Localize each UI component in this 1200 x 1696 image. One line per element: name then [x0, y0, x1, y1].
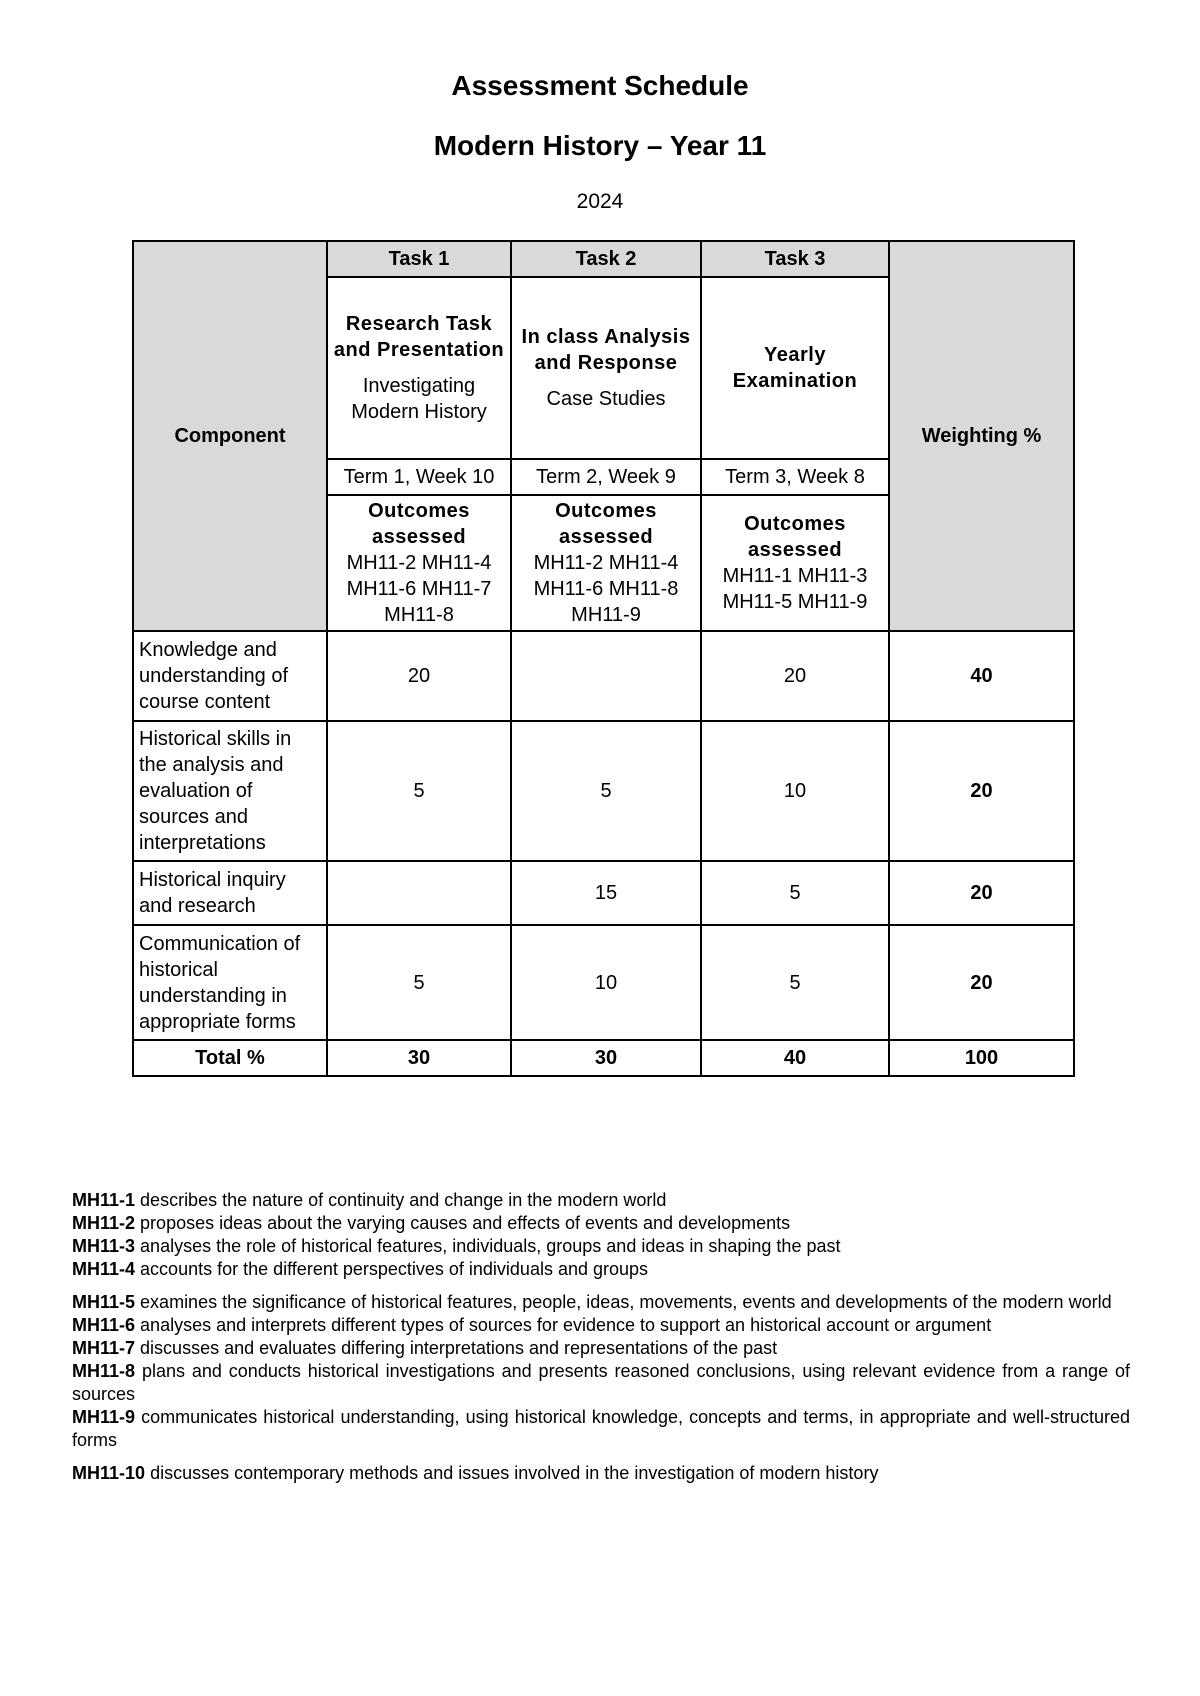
row-weighting-value: 20 [889, 925, 1074, 1040]
task2-subtitle: Case Studies [546, 388, 666, 410]
task1-outcomes [327, 495, 511, 631]
task3-outcomes-label: Outcomes assessed [744, 513, 846, 561]
task1-outcomes-label: Outcomes assessed [368, 500, 470, 548]
outcome-item [72, 1314, 1130, 1337]
table-header-row [133, 241, 1074, 277]
task3-outcomes-codes: MH11-1 MH11-3 MH11-5 MH11-9 [722, 565, 868, 613]
row-component: Communication of historical understanding in appropriate forms [133, 925, 327, 1040]
row-task2-value: 15 [511, 861, 701, 925]
outcome-code: MH11-7 [72, 1338, 136, 1358]
row-task3-value: 5 [701, 861, 889, 925]
total-weighting: 100 [889, 1040, 1074, 1076]
page-title: Assessment Schedule [451, 70, 749, 101]
table-row [133, 861, 1074, 925]
outcome-item [72, 1291, 1130, 1314]
task2-name: In class Analysis and Response [521, 326, 691, 374]
outcome-code: MH11-2 [72, 1213, 136, 1233]
outcome-code: MH11-6 [72, 1315, 136, 1335]
row-task3-value: 20 [701, 631, 889, 721]
table-row [133, 925, 1074, 1040]
row-task1-value: 20 [327, 631, 511, 721]
row-task1-value: 5 [327, 721, 511, 861]
task3-outcomes [701, 495, 889, 631]
row-component: Historical inquiry and research [133, 861, 327, 925]
total-task2: 30 [511, 1040, 701, 1076]
outcome-item [72, 1406, 1130, 1452]
outcome-code: MH11-10 [72, 1463, 146, 1483]
row-component: Knowledge and understanding of course content [133, 631, 327, 721]
outcome-text: examines the significance of historical features, people, ideas, movements, events and developments of the modern world [140, 1292, 1112, 1312]
total-task3: 40 [701, 1040, 889, 1076]
table-row [133, 721, 1074, 861]
page-subtitle: Modern History – Year 11 [433, 130, 767, 161]
row-weighting-value: 40 [889, 631, 1074, 721]
row-component: Historical skills in the analysis and evaluation of sources and interpretations [133, 721, 327, 861]
total-label: Total % [133, 1040, 327, 1076]
outcome-code: MH11-3 [72, 1236, 136, 1256]
outcome-code: MH11-9 [72, 1407, 136, 1427]
outcome-text: discusses and evaluates differing interpretations and representations of the past [140, 1338, 778, 1358]
row-task2-value [511, 631, 701, 721]
outcome-text: analyses and interprets different types of sources for evidence to support an historical account or argument [140, 1315, 992, 1335]
outcome-item [72, 1462, 1130, 1485]
outcome-text: discusses contemporary methods and issues involved in the investigation of modern history [150, 1463, 879, 1483]
outcome-code: MH11-4 [72, 1259, 136, 1279]
task2-header: Task 2 [511, 241, 701, 277]
task2-outcomes-codes: MH11-2 MH11-4 MH11-6 MH11-8 MH11-9 [533, 552, 679, 626]
task3-description [701, 277, 889, 459]
outcome-code: MH11-8 [72, 1361, 136, 1381]
row-weighting-value: 20 [889, 861, 1074, 925]
outcome-code: MH11-5 [72, 1292, 136, 1312]
outcome-item [72, 1235, 1130, 1258]
task1-outcomes-codes: MH11-2 MH11-4 MH11-6 MH11-7 MH11-8 [346, 552, 492, 626]
task1-name: Research Task and Presentation [333, 313, 505, 361]
row-task1-value: 5 [327, 925, 511, 1040]
outcome-text: proposes ideas about the varying causes and effects of events and developments [140, 1213, 791, 1233]
outcome-item [72, 1337, 1130, 1360]
outcome-text: communicates historical understanding, using historical knowledge, concepts and terms, in appropriate and well-structured forms [72, 1407, 1130, 1450]
row-task1-value [327, 861, 511, 925]
task2-description [511, 277, 701, 459]
outcome-item [72, 1360, 1130, 1406]
row-task3-value: 5 [701, 925, 889, 1040]
task1-description [327, 277, 511, 459]
total-row [133, 1040, 1074, 1076]
weighting-header: Weighting % [889, 241, 1074, 631]
outcome-text: accounts for the different perspectives of individuals and groups [140, 1259, 649, 1279]
outcomes-list [72, 1189, 1130, 1485]
outcome-text: analyses the role of historical features, individuals, groups and ideas in shaping the past [140, 1236, 841, 1256]
outcome-item [72, 1212, 1130, 1235]
task3-header: Task 3 [701, 241, 889, 277]
outcome-code: MH11-1 [72, 1190, 136, 1210]
row-task3-value: 10 [701, 721, 889, 861]
task1-subtitle: Investigating Modern History [351, 375, 487, 423]
row-task2-value: 10 [511, 925, 701, 1040]
outcome-text: plans and conducts historical investigations and presents reasoned conclusions, using relevant evidence from a range of sources [72, 1361, 1130, 1404]
task1-term: Term 1, Week 10 [327, 459, 511, 495]
task2-outcomes [511, 495, 701, 631]
task1-header: Task 1 [327, 241, 511, 277]
row-task2-value: 5 [511, 721, 701, 861]
table-row [133, 631, 1074, 721]
row-weighting-value: 20 [889, 721, 1074, 861]
component-header: Component [133, 241, 327, 631]
task2-outcomes-label: Outcomes assessed [555, 500, 657, 548]
outcome-item [72, 1189, 1130, 1212]
page-year: 2024 [576, 190, 624, 213]
total-task1: 30 [327, 1040, 511, 1076]
task3-name: Yearly Examination [732, 344, 858, 392]
outcome-text: describes the nature of continuity and change in the modern world [140, 1190, 667, 1210]
outcome-item [72, 1258, 1130, 1281]
assessment-table [132, 240, 1075, 1077]
task2-term: Term 2, Week 9 [511, 459, 701, 495]
task3-term: Term 3, Week 8 [701, 459, 889, 495]
